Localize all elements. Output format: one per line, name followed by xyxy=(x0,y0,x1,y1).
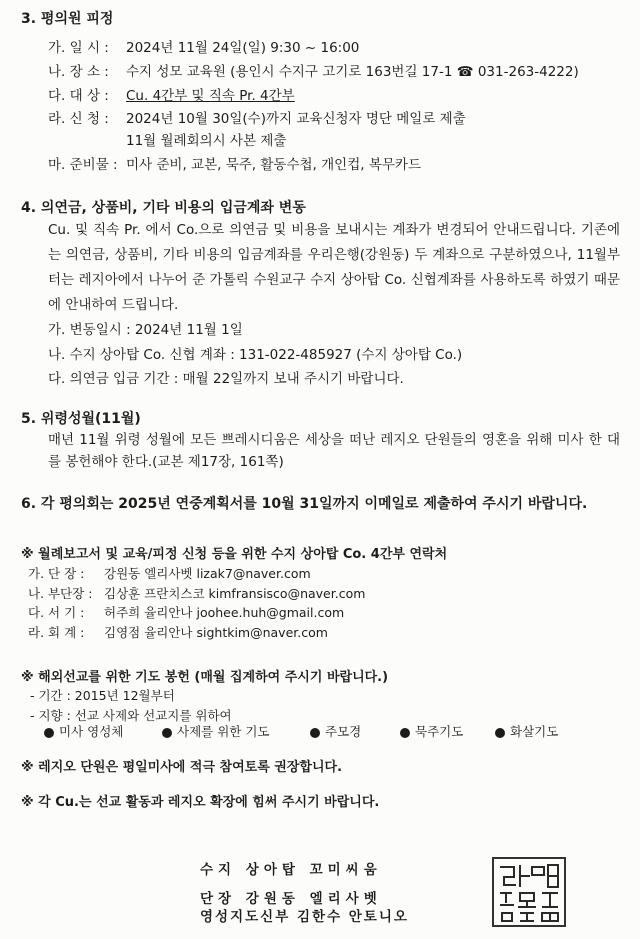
bullet-icon xyxy=(44,728,54,738)
note-daily-mass: ※ 레지오 단원은 평일미사에 적극 참여토록 권장합니다. xyxy=(21,760,343,775)
prayer-item: 묵주기도 xyxy=(400,722,463,740)
sec3-row-target: 다. 대 상 : Cu. 4간부 및 직속 Pr. 4간부 xyxy=(48,88,295,104)
bullet-icon xyxy=(495,728,505,738)
section-6-title: 6. 각 평의회는 2025년 연중계획서를 10월 31일까지 이메일로 제출하여 주시기 바랍니다. xyxy=(21,496,588,512)
prayer-period: - 기간 : 2015년 12월부터 xyxy=(30,688,175,703)
section-5-title: 5. 위령성월(11월) xyxy=(21,411,141,427)
sec5-body: 매년 11월 위령 성월에 모든 쁘레시디움은 세상을 떠난 레지오 단원들의 영혼을 위해 미사 한 대를 봉헌해야 한다.(교본 제17장, 161쪽) xyxy=(48,432,620,470)
bullet-icon xyxy=(162,728,172,738)
signature-line-1: 수지 상아탑 꼬미씨움 xyxy=(200,862,382,878)
sec3-row-date: 가. 일 시 : 2024년 11월 24일(일) 9:30 ~ 16:00 xyxy=(48,40,360,56)
sec4-row-period: 다. 의연금 입금 기간 : 매월 22일까지 보내 주시기 바랍니다. xyxy=(48,371,404,387)
prayer-item: 주모경 xyxy=(310,722,361,740)
prayer-item: 미사 영성체 xyxy=(44,722,123,740)
prayer-item: 사제를 위한 기도 xyxy=(162,722,269,740)
bullet-icon xyxy=(400,728,410,738)
prayer-target: - 지향 : 선교 사제와 선교지를 위하여 xyxy=(30,708,232,723)
bullet-icon xyxy=(310,728,320,738)
contact-row-president: 가. 단 장 : 강원동 엘리사벳 lizak7@naver.com xyxy=(28,566,311,581)
sec4-body: Cu. 및 직속 Pr. 에서 Co.으로 의연금 및 비용을 보내시는 계좌가 변경되어 안내드립니다. 기존에는 의연금, 상품비, 기타 비용의 입금계좌를 우리은행(강원동) 두 계좌으로 구분하였으나, 11월부터는 레지아에서 나누어 준 가톨릭 수원교구 수지 상아탑 Co. 신협계좌를 사용하도록 하였기 때문에 안내하여 드립니다. xyxy=(48,222,620,313)
section-4-title: 4. 의연금, 상품비, 기타 비용의 입금계좌 변동 xyxy=(21,200,306,216)
section-3-title: 3. 평의원 피정 xyxy=(21,11,114,27)
contact-row-treasurer: 라. 회 계 : 김영점 율리안나 sightkim@naver.com xyxy=(28,625,328,640)
sec3-row-apply-2: 11월 월례회의시 사본 제출 xyxy=(126,133,287,149)
sec4-row-date: 가. 변동일시 : 2024년 11월 1일 xyxy=(48,322,243,338)
note-mission: ※ 각 Cu.는 선교 활동과 레지오 확장에 힘써 주시기 바랍니다. xyxy=(21,795,380,810)
contacts-title: ※ 월례보고서 및 교육/피정 신청 등을 위한 수지 상아탑 Co. 4간부 연락처 xyxy=(21,547,448,562)
sec3-row-prepare: 마. 준비물 : 미사 준비, 교본, 묵주, 활동수첩, 개인컵, 복무카드 xyxy=(48,157,421,173)
sec4-row-account: 나. 수지 상아탑 Co. 신협 계좌 : 131-022-485927 (수지 상아탑 Co.) xyxy=(48,347,463,363)
sec3-row-place: 나. 장 소 : 수지 성모 교육원 (용인시 수지구 고기로 163번길 17-1 ☎ 031-263-4222) xyxy=(48,64,579,80)
signature-line-2: 단장 강원동 엘리사벳 xyxy=(200,891,382,907)
prayer-item: 화살기도 xyxy=(495,722,558,740)
prayer-title: ※ 해외선교를 위한 기도 봉헌 (매월 집계하여 주시기 바랍니다.) xyxy=(21,670,389,685)
signature-line-3: 영성지도신부 김한수 안토니오 xyxy=(200,909,409,925)
sec3-row-apply: 라. 신 청 : 2024년 10월 30일(수)까지 교육신청자 명단 메일로 제출 xyxy=(48,111,466,127)
contact-row-vice: 나. 부단장 : 김상훈 프란치스코 kimfransisco@naver.com xyxy=(28,586,366,601)
official-seal-icon xyxy=(492,857,566,927)
contact-row-secretary: 다. 서 기 : 허주희 율리안나 joohee.huh@gmail.com xyxy=(28,605,345,620)
